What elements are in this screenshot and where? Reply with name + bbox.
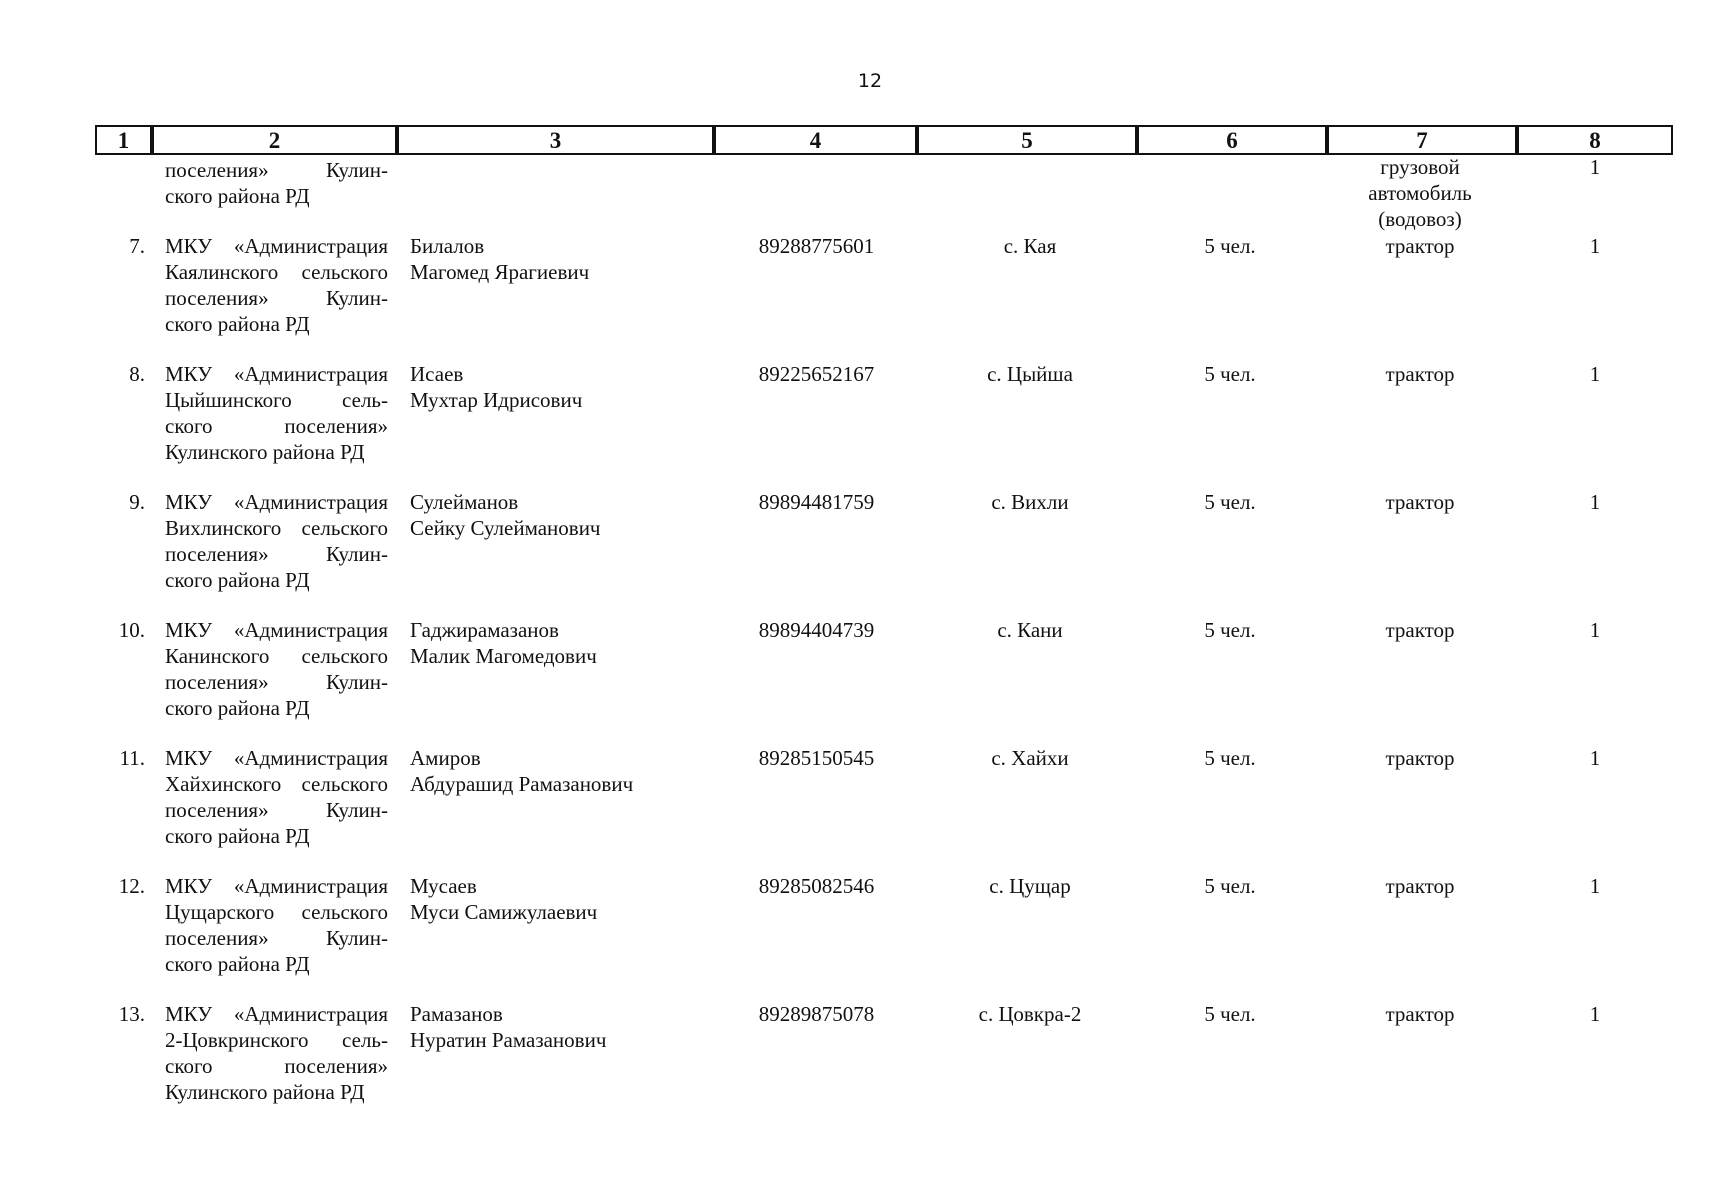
name-line: Рамазанов xyxy=(410,1002,503,1026)
org-line: МКУ «Администрация xyxy=(165,746,388,770)
equipment-cell: трактор xyxy=(1385,362,1455,386)
table-row xyxy=(0,361,1714,471)
header-col-8: 8 xyxy=(1517,125,1673,155)
staff-cell: 5 чел. xyxy=(1204,874,1256,898)
equipment-cell: трактор xyxy=(1385,490,1455,514)
place-cell: с. Хайхи xyxy=(991,746,1069,770)
org-line: 2-Цовкринского сель- xyxy=(165,1028,388,1052)
phone-cell: 89288775601 xyxy=(758,234,875,258)
header-col-7: 7 xyxy=(1327,125,1517,155)
name-cell xyxy=(410,361,710,413)
org-line: Канинского сельского xyxy=(165,644,388,668)
equipment-cell: трактор xyxy=(1385,746,1455,770)
org-line: поселения» Кулин- xyxy=(165,542,388,566)
table-row xyxy=(0,1001,1714,1111)
name-line: Исаев xyxy=(410,362,464,386)
name-cell xyxy=(410,489,710,541)
equipment-line: автомобиль xyxy=(1368,181,1472,205)
equipment-cell: трактор xyxy=(1385,874,1455,898)
name-line: Абдурашид Рамазанович xyxy=(410,772,634,796)
row-number: 7. xyxy=(129,234,145,258)
place-cell: с. Цыйша xyxy=(987,362,1073,386)
qty-cell: 1 xyxy=(1589,1002,1601,1026)
place-cell: с. Кая xyxy=(1003,234,1057,258)
equipment-line: грузовой xyxy=(1380,155,1460,179)
phone-cell: 89894404739 xyxy=(758,618,875,642)
place-cell: с. Кани xyxy=(997,618,1063,642)
qty-cell: 1 xyxy=(1589,155,1601,179)
phone-cell: 89894481759 xyxy=(758,490,875,514)
table-row xyxy=(0,873,1714,983)
org-cell xyxy=(165,873,388,977)
staff-cell: 5 чел. xyxy=(1204,1002,1256,1026)
phone-cell: 89285082546 xyxy=(758,874,875,898)
staff-cell: 5 чел. xyxy=(1204,746,1256,770)
name-cell xyxy=(410,1001,710,1053)
row-number: 9. xyxy=(129,490,145,514)
row-number: 12. xyxy=(118,874,145,898)
org-line: ского района РД xyxy=(165,184,310,208)
header-col-1: 1 xyxy=(95,125,152,155)
org-line: Хайхинского сельского xyxy=(165,772,388,796)
name-line: Гаджирамазанов xyxy=(410,618,559,642)
equipment-line: (водовоз) xyxy=(1378,207,1462,231)
org-cell xyxy=(165,233,388,337)
org-line: ского района РД xyxy=(165,696,310,720)
org-cell xyxy=(165,489,388,593)
org-line: поселения» Кулин- xyxy=(165,286,388,310)
org-cell xyxy=(165,157,388,209)
name-cell xyxy=(410,873,710,925)
name-cell xyxy=(410,233,710,285)
org-line: поселения» Кулин- xyxy=(165,670,388,694)
row-number: 13. xyxy=(118,1002,145,1026)
qty-cell: 1 xyxy=(1589,618,1601,642)
org-line: Каялинского сельского xyxy=(165,260,388,284)
staff-cell: 5 чел. xyxy=(1204,362,1256,386)
staff-cell: 5 чел. xyxy=(1204,234,1256,258)
org-line: МКУ «Администрация xyxy=(165,1002,388,1026)
name-line: Билалов xyxy=(410,234,485,258)
row-number: 10. xyxy=(118,618,145,642)
equipment-cell xyxy=(1325,154,1515,232)
org-line: Цыйшинского сель- xyxy=(165,388,388,412)
header-col-6: 6 xyxy=(1137,125,1327,155)
name-line: Нуратин Рамазанович xyxy=(410,1028,607,1052)
org-line: поселения» Кулин- xyxy=(165,798,388,822)
phone-cell: 89285150545 xyxy=(758,746,875,770)
qty-cell: 1 xyxy=(1589,490,1601,514)
header-col-5: 5 xyxy=(917,125,1137,155)
equipment-cell: трактор xyxy=(1385,618,1455,642)
table-row xyxy=(0,745,1714,855)
place-cell: с. Цущар xyxy=(989,874,1071,898)
org-cell xyxy=(165,361,388,465)
name-line: Мухтар Идрисович xyxy=(410,388,583,412)
row-number: 11. xyxy=(119,746,145,770)
table-row xyxy=(0,489,1714,599)
table-row xyxy=(0,233,1714,343)
name-line: Мусаев xyxy=(410,874,477,898)
name-line: Сулейманов xyxy=(410,490,519,514)
phone-cell: 89225652167 xyxy=(758,362,875,386)
qty-cell: 1 xyxy=(1589,874,1601,898)
org-line: МКУ «Администрация xyxy=(165,618,388,642)
name-line: Муси Самижулаевич xyxy=(410,900,598,924)
equipment-cell: трактор xyxy=(1385,234,1455,258)
name-line: Сейку Сулейманович xyxy=(410,516,601,540)
org-cell xyxy=(165,745,388,849)
org-line: Кулинского района РД xyxy=(165,440,365,464)
header-col-4: 4 xyxy=(714,125,917,155)
header-col-2: 2 xyxy=(152,125,397,155)
name-cell xyxy=(410,745,710,797)
org-line: Кулинского района РД xyxy=(165,1080,365,1104)
phone-cell: 89289875078 xyxy=(758,1002,875,1026)
org-line: ского района РД xyxy=(165,952,310,976)
name-cell xyxy=(410,617,710,669)
org-line: ского поселения» xyxy=(165,414,388,438)
org-line: поселения» Кулин- xyxy=(165,926,388,950)
org-line: МКУ «Администрация xyxy=(165,874,388,898)
org-line: ского района РД xyxy=(165,568,310,592)
page-number: 12 xyxy=(857,70,883,92)
staff-cell: 5 чел. xyxy=(1204,490,1256,514)
place-cell: с. Цовкра-2 xyxy=(978,1002,1082,1026)
table-row xyxy=(0,617,1714,727)
org-line: поселения» Кулин- xyxy=(165,158,388,182)
org-line: ского поселения» xyxy=(165,1054,388,1078)
org-line: Цущарского сельского xyxy=(165,900,388,924)
org-cell xyxy=(165,1001,388,1105)
org-line: МКУ «Администрация xyxy=(165,362,388,386)
name-line: Малик Магомедович xyxy=(410,644,597,668)
org-line: ского района РД xyxy=(165,312,310,336)
org-cell xyxy=(165,617,388,721)
qty-cell: 1 xyxy=(1589,234,1601,258)
qty-cell: 1 xyxy=(1589,746,1601,770)
table-header xyxy=(95,125,1673,157)
staff-cell: 5 чел. xyxy=(1204,618,1256,642)
org-line: МКУ «Администрация xyxy=(165,234,388,258)
header-col-3: 3 xyxy=(397,125,714,155)
qty-cell: 1 xyxy=(1589,362,1601,386)
name-line: Амиров xyxy=(410,746,481,770)
row-number: 8. xyxy=(129,362,145,386)
org-line: ского района РД xyxy=(165,824,310,848)
equipment-cell: трактор xyxy=(1385,1002,1455,1026)
org-line: Вихлинского сельского xyxy=(165,516,388,540)
org-line: МКУ «Администрация xyxy=(165,490,388,514)
name-line: Магомед Ярагиевич xyxy=(410,260,590,284)
place-cell: с. Вихли xyxy=(991,490,1069,514)
